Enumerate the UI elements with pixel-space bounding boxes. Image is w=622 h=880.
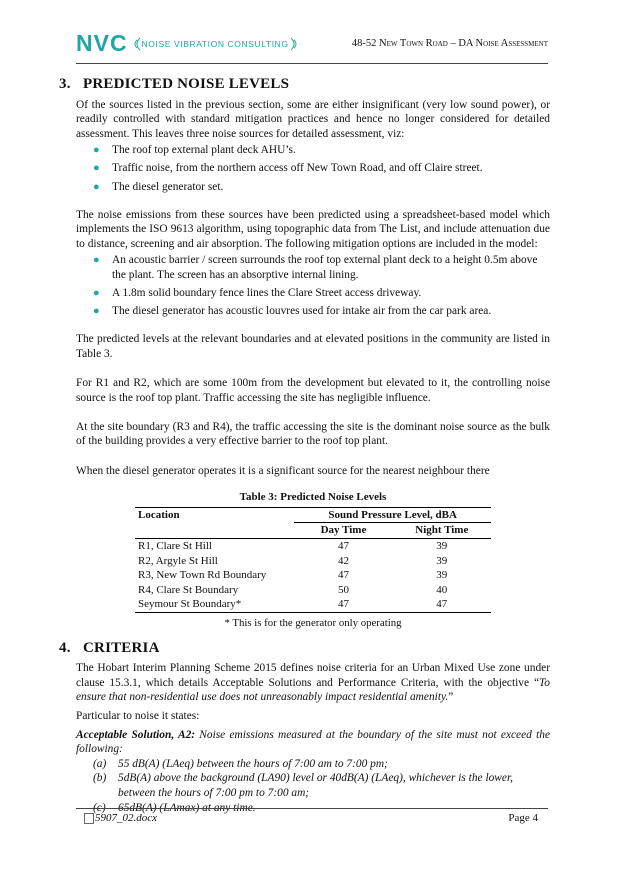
cell-night: 39 — [436, 569, 448, 582]
cell-location: R3, New Town Rd Boundary — [138, 569, 267, 582]
section-4-number: 4. — [59, 639, 71, 656]
cell-location: R1, Clare St Hill — [138, 540, 212, 553]
table-footnote: * This is for the generator only operating — [224, 617, 402, 629]
list-item-text: The diesel generator has acoustic louvres used for intake air from the car park area. — [112, 305, 492, 318]
bullet-icon: ● — [93, 254, 100, 267]
cell-day: 47 — [337, 540, 349, 553]
header-divider — [76, 63, 548, 64]
list-item-text: The diesel generator set. — [112, 180, 224, 193]
list-item-text: 65dB(A) (LAmax) at any time. — [118, 801, 256, 814]
section-3-title: PREDICTED NOISE LEVELS — [83, 76, 290, 92]
sound-wave-right-icon — [289, 37, 299, 51]
filename-text: 5907_02.docx — [95, 812, 158, 824]
table-header-row — [135, 507, 491, 523]
cell-location: Seymour St Boundary* — [135, 597, 294, 612]
logo-subtitle — [132, 37, 299, 51]
table-caption: Table 3: Predicted Noise Levels — [239, 491, 387, 504]
noise-sources-list — [76, 143, 550, 194]
section-4-title: CRITERIA — [83, 639, 160, 656]
list-item — [76, 757, 550, 772]
r1-r2-paragraph: For R1 and R2, which are some 100m from the development but elevated to it, the controlling noise source is the roof top plant. Traffic accessing the site has negligible influence. — [76, 377, 550, 404]
mitigation-list — [76, 253, 550, 318]
list-item-text: Traffic noise, from the northern access off New Town Road, and off Claire street. — [112, 162, 483, 175]
list-item — [76, 771, 550, 800]
section-3-heading — [59, 77, 550, 92]
file-icon — [84, 813, 94, 824]
cell-day: 42 — [337, 554, 349, 567]
criteria-list — [76, 757, 550, 815]
list-item-text: The roof top external plant deck AHU’s. — [112, 144, 296, 157]
column-header-spl: Sound Pressure Level, dBA — [294, 507, 491, 523]
list-item-text: A 1.8m solid boundary fence lines the Clare Street access driveway. — [112, 287, 422, 300]
list-item-text: An acoustic barrier / screen surrounds the roof top external plant deck to a height 0.5m above the plant. The screen has an absorptive internal lining. — [112, 254, 538, 282]
acceptable-label: Acceptable Solution, A2: — [76, 728, 196, 741]
logo-main-text: NVC — [76, 30, 128, 56]
cell-night: 39 — [436, 540, 448, 553]
cell-night: 47 — [393, 597, 491, 612]
criteria-text: The Hobart Interim Planning Scheme 2015 defines noise criteria for an Urban Mixed Use zone under clause 15.3.1, which details Acceptable Solutions and Performance Criteria, with the objective “ — [76, 662, 550, 689]
footer-filename — [84, 812, 157, 824]
list-item-text: 55 dB(A) (LAeq) between the hours of 7:00 am to 7:00 pm; — [118, 757, 388, 770]
cell-location: R2, Argyle St Hill — [138, 554, 218, 567]
logo-subtitle-text: NOISE VIBRATION CONSULTING — [141, 38, 289, 49]
intro-paragraph: Of the sources listed in the previous section, some are either insignificant (very low sound power), or readily controlled with standard mitigation practices and hence no longer considered for detailed assessment. This leaves three noise sources for detailed assessment, viz: — [76, 98, 550, 140]
criteria-quote-end: ” — [448, 691, 454, 704]
cell-day: 50 — [337, 583, 349, 596]
acceptable-text: Noise emissions measured at the boundary of the site must not exceed the following: — [76, 728, 550, 756]
page-body — [59, 77, 550, 815]
section-3-number: 3. — [59, 76, 71, 92]
list-item — [76, 143, 550, 158]
document-title: 48-52 New Town Road – DA Noise Assessment — [351, 38, 548, 49]
table-subheader-row — [135, 523, 491, 539]
boundary-paragraph: At the site boundary (R3 and R4), the traffic accessing the site is the dominant noise source as the bulk of the building provides a very effective barrier to the roof top plant. — [76, 420, 550, 448]
predicted-levels-table — [135, 507, 491, 613]
criteria-paragraph — [76, 661, 550, 705]
column-header-night: Night Time — [393, 523, 491, 539]
bullet-icon: ● — [93, 180, 100, 193]
list-item-label: (b) — [93, 772, 107, 785]
criteria-objective: To ensure that non-residential use does not unreasonably impact residential amenity. — [76, 676, 550, 704]
table-row — [135, 583, 491, 598]
table-row — [135, 597, 491, 612]
cell-night: 39 — [436, 554, 448, 567]
bullet-icon: ● — [93, 144, 100, 157]
cell-location: R4, Clare St Boundary — [138, 583, 239, 596]
cell-night: 40 — [436, 583, 448, 596]
list-item — [76, 286, 550, 301]
bullet-icon: ● — [93, 287, 100, 300]
list-item-label: (c) — [93, 801, 106, 814]
company-logo — [76, 30, 299, 57]
page-header — [76, 30, 548, 60]
footer-divider — [76, 808, 548, 809]
list-item — [76, 304, 550, 319]
list-item — [76, 180, 550, 195]
table-3 — [135, 490, 491, 630]
list-item — [76, 253, 550, 282]
cell-day: 47 — [337, 569, 349, 582]
section-4-body — [76, 661, 550, 815]
list-item — [76, 161, 550, 176]
sound-wave-left-icon — [132, 37, 142, 51]
section-3-body — [76, 98, 550, 479]
bullet-icon: ● — [93, 305, 100, 318]
levels-paragraph: The predicted levels at the relevant boundaries and at elevated positions in the community are listed in Table 3. — [76, 333, 550, 360]
list-item-label: (a) — [93, 757, 107, 770]
acceptable-solution — [76, 728, 550, 757]
column-header-location: Location — [135, 507, 294, 523]
table-row — [135, 539, 491, 554]
particular-text: Particular to noise it states: — [76, 709, 200, 722]
column-header-day: Day Time — [294, 523, 392, 539]
bullet-icon: ● — [93, 162, 100, 175]
page-number: Page 4 — [508, 812, 538, 824]
list-item-text: 5dB(A) above the background (LA90) level or 40dB(A) (LAeq), whichever is the lower, between the hours of 7:00 pm to 7:00 am; — [118, 772, 513, 799]
generator-paragraph: When the diesel generator operates it is a significant source for the nearest neighbour there — [76, 464, 490, 477]
table-row — [135, 554, 491, 569]
table-row — [135, 568, 491, 583]
model-paragraph: The noise emissions from these sources have been predicted using a spreadsheet-based model which implements the ISO 9613 algorithm, using topographic data from The List, and include attenuation due to distance, screening and air absorption. The following mitigation options are included in the model: — [76, 208, 550, 250]
cell-day: 47 — [294, 597, 392, 612]
section-4-heading — [59, 641, 550, 656]
